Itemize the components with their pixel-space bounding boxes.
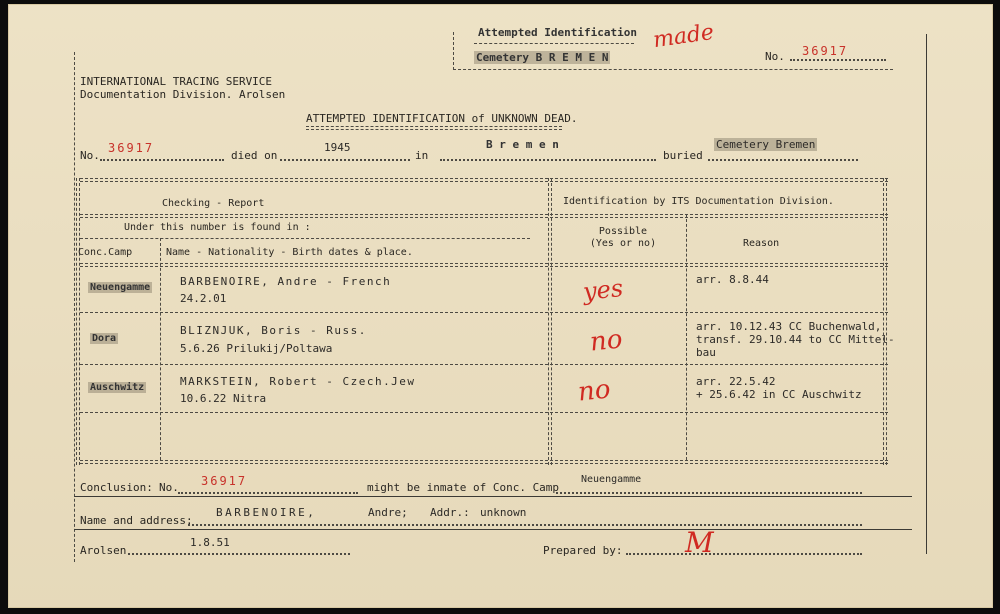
name-address-addr-value: unknown: [480, 506, 527, 519]
row2-birth: 5.6.26 Prilukij/Poltawa: [180, 342, 333, 355]
conclusion-no-dots: [178, 492, 358, 494]
stamp-title-underline: [474, 43, 634, 44]
title-underline: [306, 126, 562, 130]
conclusion-rule: [74, 496, 912, 497]
conclusion-camp-dots: [556, 492, 862, 494]
stamp-cemetery: Cemetery B R E M E N: [476, 51, 609, 64]
row2-name: BLIZNJUK, Boris - Russ.: [180, 324, 367, 337]
row2-reason-line2: transf. 29.10.44 to CC Mittel-: [696, 333, 895, 346]
no-label: No.: [80, 149, 100, 162]
stamp-handwritten-note: made: [651, 19, 716, 54]
possible-column-divider: [686, 214, 687, 460]
row3-name: MARKSTEIN, Robert - Czech.Jew: [180, 375, 416, 388]
table-bottom-border: [80, 460, 888, 464]
in-dots: [440, 159, 656, 161]
identification-header: Identification by ITS Documentation Division.: [563, 196, 834, 207]
prepared-by-label: Prepared by:: [543, 544, 623, 557]
name-address-dots: [188, 524, 862, 526]
col-header-possible: Possible (Yes or no): [589, 226, 657, 249]
row2-divider: [80, 364, 888, 365]
col-header-name: Name - Nationality - Birth dates & place.: [166, 247, 413, 258]
col-header-camp: Conc.Camp: [78, 247, 133, 258]
footer-date: 1.8.51: [190, 536, 230, 549]
conclusion-no-label: No.: [159, 481, 179, 494]
name-address-addr-label: Addr.:: [430, 506, 470, 519]
stamp-title: Attempted Identification: [478, 26, 637, 39]
header-divider: [80, 214, 888, 218]
table-right-border: [883, 178, 887, 465]
row2-reason-line3: bau: [696, 346, 716, 359]
conclusion-camp: Neuengamme: [581, 474, 642, 485]
org-name: INTERNATIONAL TRACING SERVICE: [80, 75, 273, 88]
record-number: 36917: [108, 141, 155, 155]
table-top-border: [80, 178, 888, 182]
conclusion-number: 36917: [201, 474, 248, 488]
row3-possible-handwritten: no: [576, 374, 612, 408]
name-address-rule: [74, 529, 912, 530]
found-in-subheader: Under this number is found in :: [124, 222, 311, 233]
row3-reason-line2: + 25.6.42 in CC Auschwitz: [696, 388, 862, 401]
stamp-box-left: [453, 32, 454, 70]
in-label: in: [415, 149, 429, 162]
row1-possible-handwritten: yes: [581, 273, 625, 307]
row1-reason: arr. 8.8.44: [696, 273, 769, 286]
row1-name: BARBENOIRE, Andre - French: [180, 275, 392, 288]
card-right-border: [926, 34, 927, 554]
subheader-divider: [80, 238, 530, 239]
row3-reason-line1: arr. 22.5.42: [696, 375, 776, 388]
row2-reason-line1: arr. 10.12.43 CC Buchenwald,: [696, 320, 882, 333]
name-address-name: BARBENOIRE,: [216, 506, 317, 519]
no-dots: [100, 159, 224, 161]
row1-birth: 24.2.01: [180, 292, 227, 305]
died-dots: [280, 159, 410, 161]
stamp-number: 36917: [802, 44, 849, 58]
prepared-by-dots: [626, 553, 862, 555]
footer-date-dots: [128, 553, 350, 555]
name-address-first: Andre;: [368, 506, 408, 519]
name-address-label: Name and address:: [80, 514, 193, 527]
stamp-box-bottom: [453, 69, 893, 70]
footer-place: Arolsen: [80, 544, 127, 557]
stamp-no-label: No.: [765, 50, 785, 63]
buried-label: buried: [663, 149, 703, 162]
document-title: ATTEMPTED IDENTIFICATION of UNKNOWN DEAD.: [306, 112, 578, 125]
table-center-divider: [548, 178, 552, 465]
prepared-by-mark: M: [685, 526, 714, 559]
row2-possible-handwritten: no: [588, 324, 624, 358]
col-header-reason: Reason: [743, 238, 780, 249]
row1-divider: [80, 312, 888, 313]
org-division: Documentation Division. Arolsen: [80, 88, 286, 101]
checking-report-header: Checking - Report: [162, 198, 265, 209]
buried-dots: [708, 159, 858, 161]
died-label: died on: [231, 149, 278, 162]
card-left-border: [74, 52, 75, 562]
row2-camp: Dora: [92, 333, 117, 344]
column-header-divider: [80, 263, 888, 267]
table-left-border: [76, 178, 80, 465]
row1-camp: Neuengamme: [90, 282, 151, 293]
buried-value: Cemetery Bremen: [716, 138, 816, 151]
conclusion-text: might be inmate of Conc. Camp: [367, 481, 560, 494]
row3-divider: [80, 412, 888, 413]
identification-card: [8, 4, 993, 608]
row3-camp: Auschwitz: [90, 382, 145, 393]
in-value: B r e m e n: [486, 138, 559, 151]
conclusion-label: Conclusion:: [80, 481, 153, 494]
row3-birth: 10.6.22 Nitra: [180, 392, 267, 405]
died-value: 1945: [324, 141, 351, 154]
camp-column-divider: [160, 238, 161, 460]
stamp-number-dots: [790, 59, 886, 61]
